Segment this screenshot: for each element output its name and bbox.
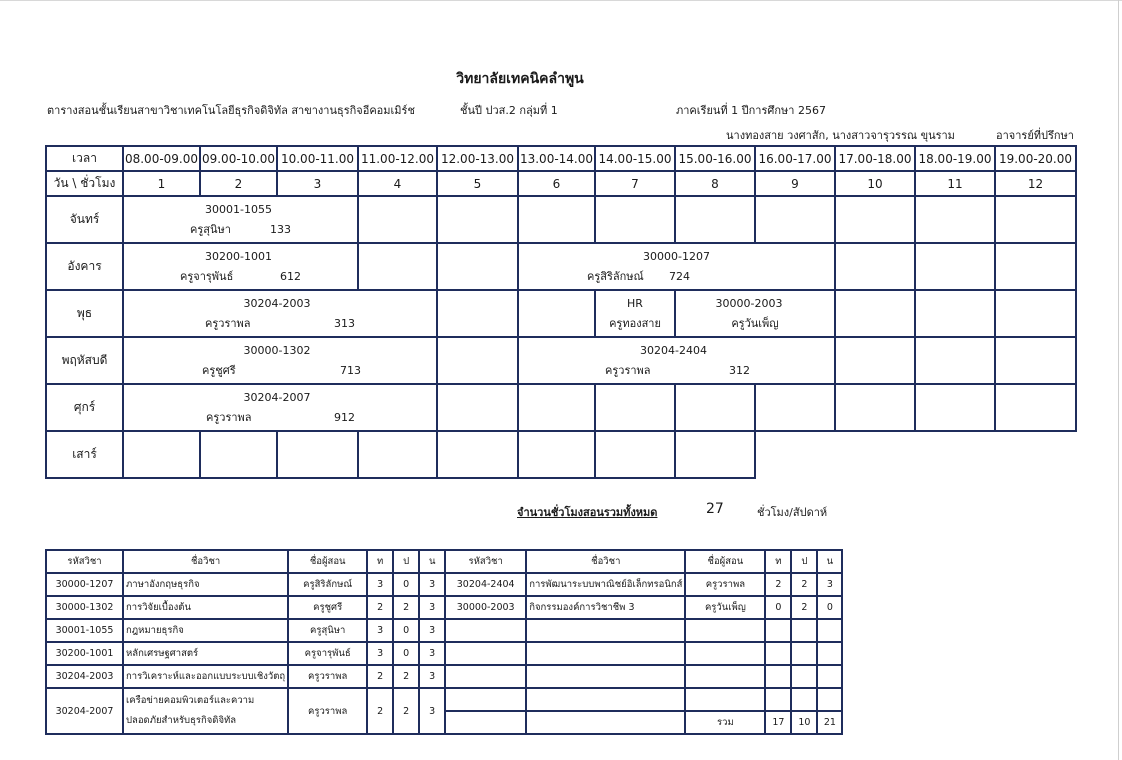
- empty-slot: [595, 196, 675, 243]
- class-room: 133: [270, 222, 291, 236]
- time-cell: 12.00-13.00: [437, 146, 518, 171]
- day-row-saturday: [46, 431, 1076, 478]
- empty-cell: [526, 711, 685, 734]
- class-block: [518, 243, 835, 290]
- day-label: พฤหัสบดี: [46, 337, 123, 384]
- empty-cell: [526, 619, 685, 642]
- day-row-monday: [46, 196, 1076, 243]
- day-label: จันทร์: [46, 196, 123, 243]
- day-label: เสาร์: [46, 431, 123, 478]
- empty-cell: [765, 619, 791, 642]
- empty-slot: [835, 196, 915, 243]
- subject-teacher: ครูสุนิษา: [288, 619, 367, 642]
- empty-cell: [791, 665, 817, 688]
- empty-slot: [437, 384, 518, 431]
- empty-slot: [675, 384, 755, 431]
- day-label: อังคาร: [46, 243, 123, 290]
- class-teacher: ครูวราพล: [605, 363, 651, 377]
- class-teacher: ครูสุนิษา: [190, 222, 231, 236]
- class-teacher-room: [124, 361, 436, 381]
- empty-cell: [765, 688, 791, 711]
- subject-code: 30001-1055: [46, 619, 123, 642]
- time-cell: 09.00-10.00: [200, 146, 277, 171]
- advisor-label: อาจารย์ที่ปรึกษา: [996, 129, 1074, 142]
- class-teacher-room: [124, 220, 357, 240]
- empty-cell: [817, 665, 842, 688]
- empty-cell: [817, 619, 842, 642]
- period-cell: 9: [755, 171, 835, 196]
- class-room: 312: [729, 363, 750, 377]
- empty-slot: [277, 431, 358, 478]
- time-cell: 19.00-20.00: [995, 146, 1076, 171]
- class-teacher-room: [519, 267, 834, 287]
- subject-code: 30000-1207: [46, 573, 123, 596]
- subject-name: การวิเคราะห์และออกแบบระบบเชิงวัตถุ: [123, 665, 288, 688]
- subject-row: [46, 688, 842, 711]
- col-header-teacher: ชื่อผู้สอน: [685, 550, 765, 573]
- empty-cell: [445, 619, 526, 642]
- empty-cell: [526, 642, 685, 665]
- subject-name: การวิจัยเบื้องต้น: [123, 596, 288, 619]
- col-header-n: น: [419, 550, 445, 573]
- empty-slot: [915, 243, 995, 290]
- subject-p: 2: [791, 596, 817, 619]
- sum-p: 10: [791, 711, 817, 734]
- day-label: ศุกร์: [46, 384, 123, 431]
- period-cell: 5: [437, 171, 518, 196]
- col-header-code: รหัสวิชา: [46, 550, 123, 573]
- subject-t: 3: [367, 573, 393, 596]
- sum-n: 21: [817, 711, 842, 734]
- subject-name: ภาษาอังกฤษธุรกิจ: [123, 573, 288, 596]
- subject-p: 0: [393, 573, 419, 596]
- class-code: 30200-1001: [205, 249, 272, 263]
- subject-name-line: เครือข่ายคอมพิวเตอร์และความ: [126, 695, 255, 706]
- empty-slot: [123, 431, 200, 478]
- class-room: 724: [669, 269, 690, 283]
- class-code: 30000-1207: [643, 249, 710, 263]
- empty-slot: [437, 243, 518, 290]
- empty-cell: [526, 688, 685, 711]
- subject-name: กิจกรรมองค์การวิชาชีพ 3: [526, 596, 685, 619]
- subject-t: 3: [367, 619, 393, 642]
- period-cell: 3: [277, 171, 358, 196]
- class-block: [518, 337, 835, 384]
- empty-slot: [358, 431, 437, 478]
- class-teacher: ครูวราพล: [206, 410, 252, 424]
- time-cell: 18.00-19.00: [915, 146, 995, 171]
- period-cell: 7: [595, 171, 675, 196]
- subject-row: [46, 596, 842, 619]
- class-code: 30001-1055: [205, 202, 272, 216]
- empty-cell: [791, 642, 817, 665]
- class-room: 612: [280, 269, 301, 283]
- class-room: 313: [334, 316, 355, 330]
- empty-slot: [995, 384, 1076, 431]
- subject-n: 3: [419, 642, 445, 665]
- empty-cell: [765, 642, 791, 665]
- empty-slot: [518, 384, 595, 431]
- term-year: ภาคเรียนที่ 1 ปีการศึกษา 2567: [676, 104, 826, 117]
- time-cell: 17.00-18.00: [835, 146, 915, 171]
- subject-t: 0: [765, 596, 791, 619]
- subject-t: 2: [367, 596, 393, 619]
- empty-slot: [200, 431, 277, 478]
- empty-slot: [358, 243, 437, 290]
- subject-n: 3: [419, 573, 445, 596]
- total-hours-value: 27: [706, 501, 724, 517]
- period-cell: 2: [200, 171, 277, 196]
- col-header-code: รหัสวิชา: [445, 550, 526, 573]
- subject-name: กฎหมายธุรกิจ: [123, 619, 288, 642]
- subject-n: 3: [817, 573, 842, 596]
- class-code: HR: [627, 296, 643, 310]
- time-cell: 16.00-17.00: [755, 146, 835, 171]
- blank-area: [995, 431, 1076, 478]
- empty-slot: [915, 196, 995, 243]
- subject-n: 3: [419, 665, 445, 688]
- empty-cell: [445, 711, 526, 734]
- empty-slot: [915, 290, 995, 337]
- subject-p: 0: [393, 619, 419, 642]
- empty-cell: [445, 688, 526, 711]
- col-header-name: ชื่อวิชา: [526, 550, 685, 573]
- empty-slot: [995, 337, 1076, 384]
- empty-cell: [526, 665, 685, 688]
- empty-slot: [437, 337, 518, 384]
- class-block: [123, 384, 437, 431]
- class-block: [595, 290, 675, 337]
- empty-slot: [595, 431, 675, 478]
- empty-slot: [835, 243, 915, 290]
- empty-slot: [835, 290, 915, 337]
- class-code: 30204-2007: [243, 390, 311, 404]
- subject-name: หลักเศรษฐศาสตร์: [123, 642, 288, 665]
- subject-teacher: ครูวราพล: [288, 688, 367, 734]
- subject-t: 3: [367, 642, 393, 665]
- time-label: เวลา: [46, 146, 123, 171]
- period-label: วัน \ ชั่วโมง: [46, 171, 123, 196]
- day-label: พุธ: [46, 290, 123, 337]
- subject-name: การพัฒนาระบบพาณิชย์อิเล็กทรอนิกส์: [526, 573, 685, 596]
- class-teacher: ครูวราพล: [205, 316, 251, 330]
- period-cell: 10: [835, 171, 915, 196]
- empty-slot: [995, 290, 1076, 337]
- class-teacher-room: [519, 361, 834, 381]
- empty-cell: [445, 665, 526, 688]
- subject-name-line: ปลอดภัยสำหรับธุรกิจดิจิทัล: [126, 715, 237, 726]
- class-code: 30204-2404: [640, 343, 707, 357]
- subject-p: 0: [393, 642, 419, 665]
- subject-t: 2: [367, 665, 393, 688]
- period-row: [46, 171, 1076, 196]
- class-block: [123, 196, 358, 243]
- day-row-friday: [46, 384, 1076, 431]
- day-row-tuesday: [46, 243, 1076, 290]
- subject-code: 30204-2003: [46, 665, 123, 688]
- empty-slot: [915, 337, 995, 384]
- blank-area: [915, 431, 995, 478]
- class-code: 30000-2003: [715, 296, 783, 310]
- class-teacher: ครูชูศรี: [202, 363, 236, 377]
- day-row-wednesday: [46, 290, 1076, 337]
- subject-row: [46, 665, 842, 688]
- subject-code: 30000-2003: [445, 596, 526, 619]
- empty-slot: [518, 196, 595, 243]
- blank-area: [755, 431, 835, 478]
- sum-t: 17: [765, 711, 791, 734]
- class-teacher: ครูจารุพันธ์: [180, 269, 234, 283]
- time-cell: 11.00-12.00: [358, 146, 437, 171]
- subject-n: 3: [419, 688, 445, 734]
- col-header-p: ป: [393, 550, 419, 573]
- class-room: 713: [340, 363, 361, 377]
- subject-t: 2: [367, 688, 393, 734]
- col-header-t: ท: [765, 550, 791, 573]
- col-header-n: น: [817, 550, 842, 573]
- empty-cell: [765, 665, 791, 688]
- empty-slot: [835, 337, 915, 384]
- subject-code: 30204-2404: [445, 573, 526, 596]
- total-hours-unit: ชั่วโมง/สัปดาห์: [757, 506, 828, 519]
- subject-teacher: ครูจารุพันธ์: [288, 642, 367, 665]
- empty-cell: [817, 642, 842, 665]
- time-cell: 10.00-11.00: [277, 146, 358, 171]
- empty-slot: [835, 384, 915, 431]
- college-title: วิทยาลัยเทคนิคลำพูน: [456, 71, 584, 87]
- empty-slot: [518, 431, 595, 478]
- time-row: [46, 146, 1076, 171]
- class-block: [675, 290, 835, 337]
- class-block: [123, 243, 358, 290]
- subject-name: [123, 688, 288, 734]
- subject-table: [45, 549, 843, 735]
- subject-teacher: ครูชูศรี: [288, 596, 367, 619]
- empty-cell: [685, 642, 765, 665]
- class-room: 912: [334, 410, 355, 424]
- empty-cell: [817, 688, 842, 711]
- time-cell: 15.00-16.00: [675, 146, 755, 171]
- empty-slot: [995, 243, 1076, 290]
- subject-p: 2: [393, 688, 419, 734]
- period-cell: 1: [123, 171, 200, 196]
- col-header-t: ท: [367, 550, 393, 573]
- period-cell: 6: [518, 171, 595, 196]
- period-cell: 12: [995, 171, 1076, 196]
- subject-row: [46, 573, 842, 596]
- empty-cell: [445, 642, 526, 665]
- subject-header-row: [46, 550, 842, 573]
- empty-slot: [437, 431, 518, 478]
- empty-slot: [915, 384, 995, 431]
- empty-slot: [675, 196, 755, 243]
- subject-p: 2: [393, 665, 419, 688]
- empty-slot: [595, 384, 675, 431]
- empty-slot: [437, 196, 518, 243]
- subject-teacher: ครูวันเพ็ญ: [685, 596, 765, 619]
- total-hours-label: จำนวนชั่วโมงสอนรวมทั้งหมด: [517, 506, 658, 519]
- subject-n: 3: [419, 619, 445, 642]
- subject-code: 30000-1302: [46, 596, 123, 619]
- subject-t: 2: [765, 573, 791, 596]
- time-cell: 13.00-14.00: [518, 146, 595, 171]
- class-teacher-room: [124, 408, 436, 428]
- class-code: 30204-2003: [243, 296, 311, 310]
- class-block: [123, 337, 437, 384]
- period-cell: 8: [675, 171, 755, 196]
- blank-area: [835, 431, 915, 478]
- subject-p: 2: [393, 596, 419, 619]
- period-cell: 4: [358, 171, 437, 196]
- col-header-teacher: ชื่อผู้สอน: [288, 550, 367, 573]
- class-teacher-room: [124, 267, 357, 287]
- empty-slot: [518, 290, 595, 337]
- empty-slot: [995, 196, 1076, 243]
- subject-p: 2: [791, 573, 817, 596]
- timetable: [45, 145, 1077, 479]
- empty-cell: [685, 665, 765, 688]
- class-level: ชั้นปี ปวส.2 กลุ่มที่ 1: [460, 104, 558, 117]
- empty-slot: [675, 431, 755, 478]
- subject-code: 30204-2007: [46, 688, 123, 734]
- subject-row: [46, 619, 842, 642]
- class-teacher: ครูสิริลักษณ์: [587, 269, 644, 283]
- subject-code: 30200-1001: [46, 642, 123, 665]
- advisor-names: นางทองสาย วงศาสัก, นางสาวจารุวรรณ ขุนราม: [726, 129, 955, 142]
- schedule-title: ตารางสอนชั้นเรียนสาขาวิชาเทคโนโลยีธุรกิจดิจิทัล สาขางานธุรกิจอีคอมเมิร์ช: [47, 104, 415, 117]
- class-block: [123, 290, 437, 337]
- day-row-thursday: [46, 337, 1076, 384]
- empty-slot: [437, 290, 518, 337]
- empty-cell: [685, 688, 765, 711]
- period-cell: 11: [915, 171, 995, 196]
- subject-n: 0: [817, 596, 842, 619]
- sum-label: รวม: [685, 711, 765, 734]
- col-header-name: ชื่อวิชา: [123, 550, 288, 573]
- class-teacher-room: [124, 314, 436, 334]
- class-teacher: ครูทองสาย: [609, 316, 661, 330]
- empty-cell: [791, 688, 817, 711]
- empty-cell: [685, 619, 765, 642]
- empty-cell: [791, 619, 817, 642]
- col-header-p: ป: [791, 550, 817, 573]
- subject-teacher: ครูสิริลักษณ์: [288, 573, 367, 596]
- subject-row: [46, 642, 842, 665]
- empty-slot: [358, 196, 437, 243]
- empty-slot: [755, 196, 835, 243]
- subject-n: 3: [419, 596, 445, 619]
- class-teacher: ครูวันเพ็ญ: [731, 316, 779, 330]
- class-code: 30000-1302: [243, 343, 311, 357]
- subject-teacher: ครูวราพล: [288, 665, 367, 688]
- time-cell: 08.00-09.00: [123, 146, 200, 171]
- subject-teacher: ครูวราพล: [685, 573, 765, 596]
- empty-slot: [755, 384, 835, 431]
- time-cell: 14.00-15.00: [595, 146, 675, 171]
